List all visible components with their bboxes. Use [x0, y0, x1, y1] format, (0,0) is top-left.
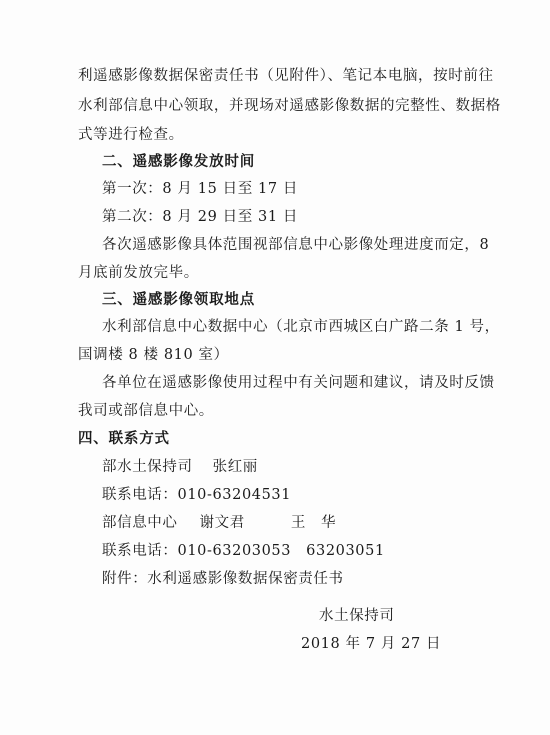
signature-date: 2018 年 7 月 27 日 [301, 636, 442, 652]
issue-first-dates: 第一次：8 月 15 日至 17 日 [102, 181, 298, 197]
contact2-name1: 谢文君 [199, 515, 245, 531]
para1-line3: 式等进行检查。 [78, 127, 184, 143]
contact1-org: 部水土保持司 [102, 459, 193, 475]
address-line2: 国调楼 8 楼 810 室） [78, 347, 229, 363]
para1-line1: 利遥感影像数据保密责任书（见附件）、笔记本电脑，按时前往 [78, 68, 494, 84]
section4-heading: 四、联系方式 [78, 431, 170, 447]
section2-heading: 二、遥感影像发放时间 [102, 154, 255, 170]
issue-second-dates: 第二次：8 月 29 日至 31 日 [102, 209, 298, 225]
issue-note-line2: 月底前发放完毕。 [78, 265, 199, 281]
contact2-phone: 联系电话：010-63203053 63203051 [102, 543, 385, 559]
contact2-row [102, 513, 336, 533]
para1-line2: 水利部信息中心领取，并现场对遥感影像数据的完整性、数据格 [78, 98, 501, 114]
signature-issuer: 水土保持司 [319, 608, 395, 624]
issue-note-line1: 各次遥感影像具体范围视部信息中心影像处理进度而定，8 [102, 237, 490, 253]
contact1-name: 张红丽 [212, 459, 258, 475]
feedback-line2: 我司或部信息中心。 [78, 403, 214, 419]
contact1-row [102, 457, 258, 477]
contact2-name2: 王 华 [290, 515, 337, 531]
contact2-org: 部信息中心 [102, 515, 178, 531]
feedback-line1: 各单位在遥感影像使用过程中有关问题和建议，请及时反馈 [102, 375, 495, 391]
contact1-phone: 联系电话：010-63204531 [102, 487, 292, 503]
attachment-note: 附件：水利遥感影像数据保密责任书 [102, 571, 344, 587]
address-line1: 水利部信息中心数据中心（北京市西城区白广路二条 1 号， [102, 319, 500, 335]
section3-heading: 三、遥感影像领取地点 [102, 292, 255, 308]
